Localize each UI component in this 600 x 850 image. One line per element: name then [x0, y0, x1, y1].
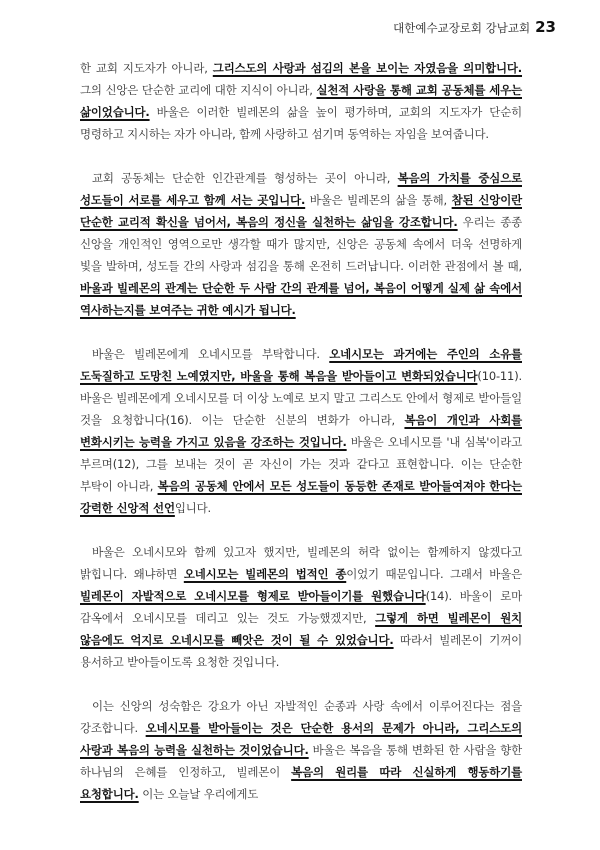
text-run: (14). 바울이 로마 감옥에서 오네시모를 데리고 있는 것도 가능했겠지만, — [80, 589, 522, 625]
highlighted-text: 복음의 가치를 중심으로 성도들이 서로를 세우고 함께 서는 곳입니다. — [80, 171, 522, 207]
highlighted-text: 복음의 공동체 안에서 모든 성도들이 동등한 존재로 받아들여져야 한다는 강력한 신앙적 선언 — [80, 479, 522, 515]
highlighted-text: 참된 신앙이란 단순한 교리적 확신을 넘어서, 복음의 정신을 실천하는 삶임을 강조합니다. — [80, 193, 522, 229]
text-run: 바울은 오네시모와 함께 있고자 했지만, 빌레몬의 허락 없이는 함께하지 않겠다고 밝힙니다. 왜냐하면 — [80, 545, 522, 581]
church-name: 대한예수교장로회 강남교회 — [393, 21, 531, 35]
document-body — [80, 57, 522, 827]
text-run: 이는 신앙의 성숙함은 강요가 아닌 자발적인 순종과 사랑 속에서 이루어진다는 점을 강조합니다. — [80, 699, 522, 735]
highlighted-text: 오네시모를 받아들이는 것은 단순한 용서의 문제가 아니라, 그리스도의 사랑과 복음의 능력을 실천하는 것이었습니다. — [80, 721, 523, 757]
highlighted-text: 실천적 사랑을 통해 교회 공동체를 세우는 삶이었습니다. — [80, 83, 522, 119]
paragraph-5 — [80, 695, 522, 805]
page-header — [393, 18, 556, 36]
highlighted-text: 그리스도의 사랑과 섬김의 본을 보이는 자였음을 의미합니다. — [212, 61, 523, 75]
highlighted-text: 오네시모는 과거에는 주인의 소유를 도둑질하고 도망친 노예였지만, 바울을 통해 복음을 받아들이고 변화되었습니다 — [80, 347, 522, 383]
paragraph-3 — [80, 343, 522, 519]
text-run: 바울은 빌레몬에게 오네시모를 부탁합니다. — [92, 347, 330, 361]
highlighted-text: 복음이 개인과 사회를 변화시키는 능력을 가지고 있음을 강조하는 것입니다. — [80, 413, 522, 449]
text-run: 따라서 빌레몬이 기꺼이 용서하고 받아들이도록 요청한 것입니다. — [80, 633, 522, 669]
highlighted-text: 그렇게 하면 빌레몬이 원치 않음에도 억지로 오네시모를 빼앗은 것이 될 수 있었습니다. — [80, 611, 522, 647]
highlighted-text: 오네시모는 빌레몬의 법적인 종 — [183, 567, 347, 581]
highlighted-text: 복음의 원리를 따라 신실하게 행동하기를 요청합니다. — [80, 765, 522, 801]
text-run: 이었기 때문입니다. 그래서 바울은 — [346, 567, 522, 581]
text-run: (10-11). 바울은 빌레몬에게 오네시모를 더 이상 노예로 보지 말고 그리스도 안에서 형제로 받아들일 것을 요청합니다(16). 이는 단순한 신분의 변화가 아니라, — [80, 369, 522, 427]
text-run: 바울은 오네시모를 '내 심복'이라고 부르며(12), 그를 보내는 것이 곧 자신이 가는 것과 같다고 표현합니다. 이는 단순한 부탁이 아니라, — [80, 435, 522, 493]
text-run: 이는 오늘날 우리에게도 — [138, 787, 259, 801]
highlighted-text: 빌레몬이 자발적으로 오네시모를 형제로 받아들이기를 원했습니다 — [80, 589, 426, 603]
paragraph-2 — [80, 167, 522, 321]
paragraph-4 — [80, 541, 522, 673]
paragraph-1 — [80, 57, 522, 145]
text-run: 그의 신앙은 단순한 교리에 대한 지식이 아니라, — [80, 83, 317, 97]
text-run: 한 교회 지도자가 아니라, — [80, 61, 213, 75]
text-run: 바울은 빌레몬의 삶을 통해, — [305, 193, 452, 207]
text-run: 바울은 이러한 빌레몬의 삶을 높이 평가하며, 교회의 지도자가 단순히 명령하고 지시하는 자가 아니라, 함께 사랑하고 섬기며 동역하는 자임을 보여줍니다. — [80, 105, 522, 141]
text-run: 입니다. — [174, 501, 212, 515]
text-run: 바울은 복음을 통해 변화된 한 사람을 향한 하나님의 은혜를 인정하고, 빌레몬이 — [80, 743, 522, 779]
text-run: 교회 공동체는 단순한 인간관계를 형성하는 곳이 아니라, — [92, 171, 398, 185]
highlighted-text: 바울과 빌레몬의 관계는 단순한 두 사람 간의 관계를 넘어, 복음이 어떻게 실제 삶 속에서 역사하는지를 보여주는 귀한 예시가 됩니다. — [80, 281, 522, 317]
text-run: 우리는 종종 신앙을 개인적인 영역으로만 생각할 때가 많지만, 신앙은 공동체 속에서 더욱 선명하게 빛을 발하며, 성도들 간의 사랑과 섬김을 통해 온전히 드러납니다. 이러한 관점에서 볼 때, — [80, 215, 522, 273]
page-number: 23 — [535, 18, 556, 36]
